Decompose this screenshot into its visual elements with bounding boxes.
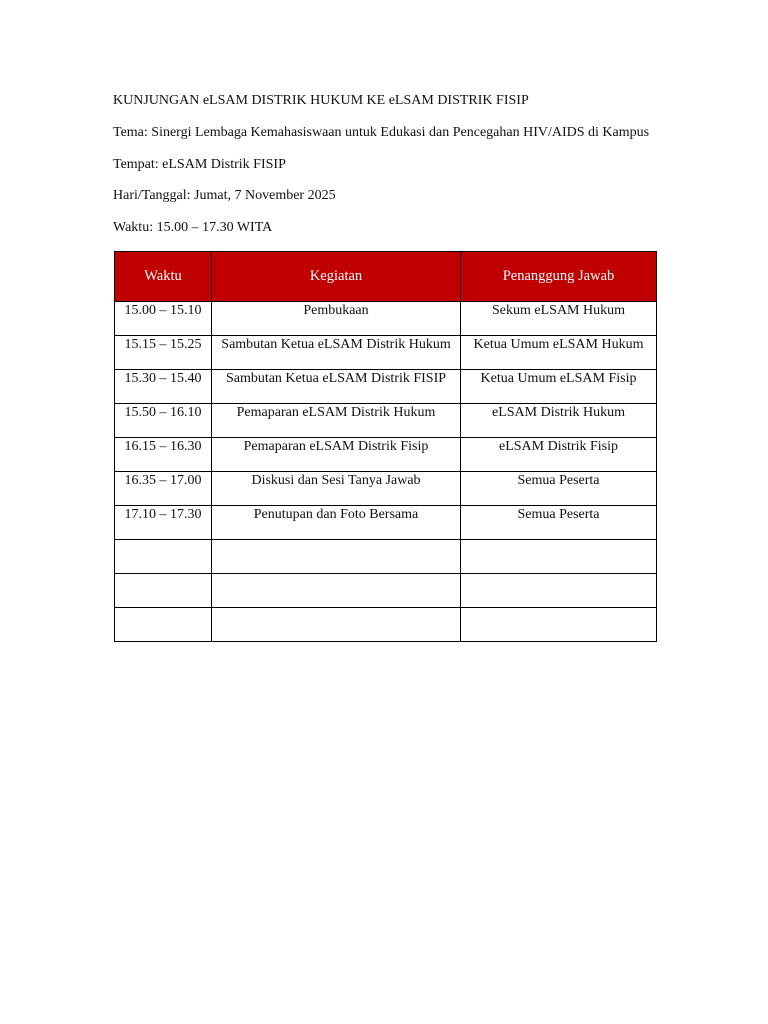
cell-waktu: 16.35 – 17.00	[115, 472, 212, 506]
waktu-line: Waktu: 15.00 – 17.30 WITA	[113, 220, 273, 235]
table-header-row	[115, 252, 657, 302]
cell-waktu: 15.50 – 16.10	[115, 404, 212, 438]
table-row	[115, 336, 657, 370]
table-row	[115, 370, 657, 404]
cell-kegiatan: Pemaparan eLSAM Distrik Hukum	[212, 404, 461, 438]
table-row	[115, 472, 657, 506]
cell-penanggung-jawab: eLSAM Distrik Hukum	[461, 404, 657, 438]
cell-kegiatan: Sambutan Ketua eLSAM Distrik Hukum	[212, 336, 461, 370]
cell-waktu: 15.30 – 15.40	[115, 370, 212, 404]
table-row	[115, 506, 657, 540]
column-header-waktu: Waktu	[115, 252, 212, 302]
cell-penanggung-jawab	[461, 574, 657, 608]
cell-kegiatan	[212, 574, 461, 608]
table-row-empty	[115, 608, 657, 642]
cell-penanggung-jawab	[461, 608, 657, 642]
column-header-penanggung-jawab: Penanggung Jawab	[461, 252, 657, 302]
tema-line: Tema: Sinergi Lembaga Kemahasiswaan untuk Edukasi dan Pencegahan HIV/AIDS di Kampus	[113, 125, 650, 140]
cell-penanggung-jawab: Ketua Umum eLSAM Hukum	[461, 336, 657, 370]
document-title: KUNJUNGAN eLSAM DISTRIK HUKUM KE eLSAM DISTRIK FISIP	[113, 93, 529, 108]
cell-penanggung-jawab: eLSAM Distrik Fisip	[461, 438, 657, 472]
cell-kegiatan	[212, 608, 461, 642]
cell-kegiatan: Penutupan dan Foto Bersama	[212, 506, 461, 540]
table-row-empty	[115, 540, 657, 574]
hari-tanggal-line: Hari/Tanggal: Jumat, 7 November 2025	[113, 188, 336, 203]
cell-penanggung-jawab: Semua Peserta	[461, 472, 657, 506]
tempat-line: Tempat: eLSAM Distrik FISIP	[113, 157, 286, 172]
schedule-table	[114, 251, 657, 642]
cell-kegiatan: Sambutan Ketua eLSAM Distrik FISIP	[212, 370, 461, 404]
cell-waktu: 15.00 – 15.10	[115, 302, 212, 336]
cell-penanggung-jawab: Semua Peserta	[461, 506, 657, 540]
table-row-empty	[115, 574, 657, 608]
table-row	[115, 404, 657, 438]
cell-kegiatan	[212, 540, 461, 574]
cell-waktu	[115, 540, 212, 574]
table-row	[115, 302, 657, 336]
cell-penanggung-jawab: Sekum eLSAM Hukum	[461, 302, 657, 336]
cell-waktu	[115, 574, 212, 608]
cell-kegiatan: Pemaparan eLSAM Distrik Fisip	[212, 438, 461, 472]
cell-kegiatan: Diskusi dan Sesi Tanya Jawab	[212, 472, 461, 506]
table-row	[115, 438, 657, 472]
cell-kegiatan: Pembukaan	[212, 302, 461, 336]
cell-waktu: 17.10 – 17.30	[115, 506, 212, 540]
column-header-kegiatan: Kegiatan	[212, 252, 461, 302]
cell-penanggung-jawab: Ketua Umum eLSAM Fisip	[461, 370, 657, 404]
cell-waktu	[115, 608, 212, 642]
cell-waktu: 16.15 – 16.30	[115, 438, 212, 472]
cell-waktu: 15.15 – 15.25	[115, 336, 212, 370]
cell-penanggung-jawab	[461, 540, 657, 574]
